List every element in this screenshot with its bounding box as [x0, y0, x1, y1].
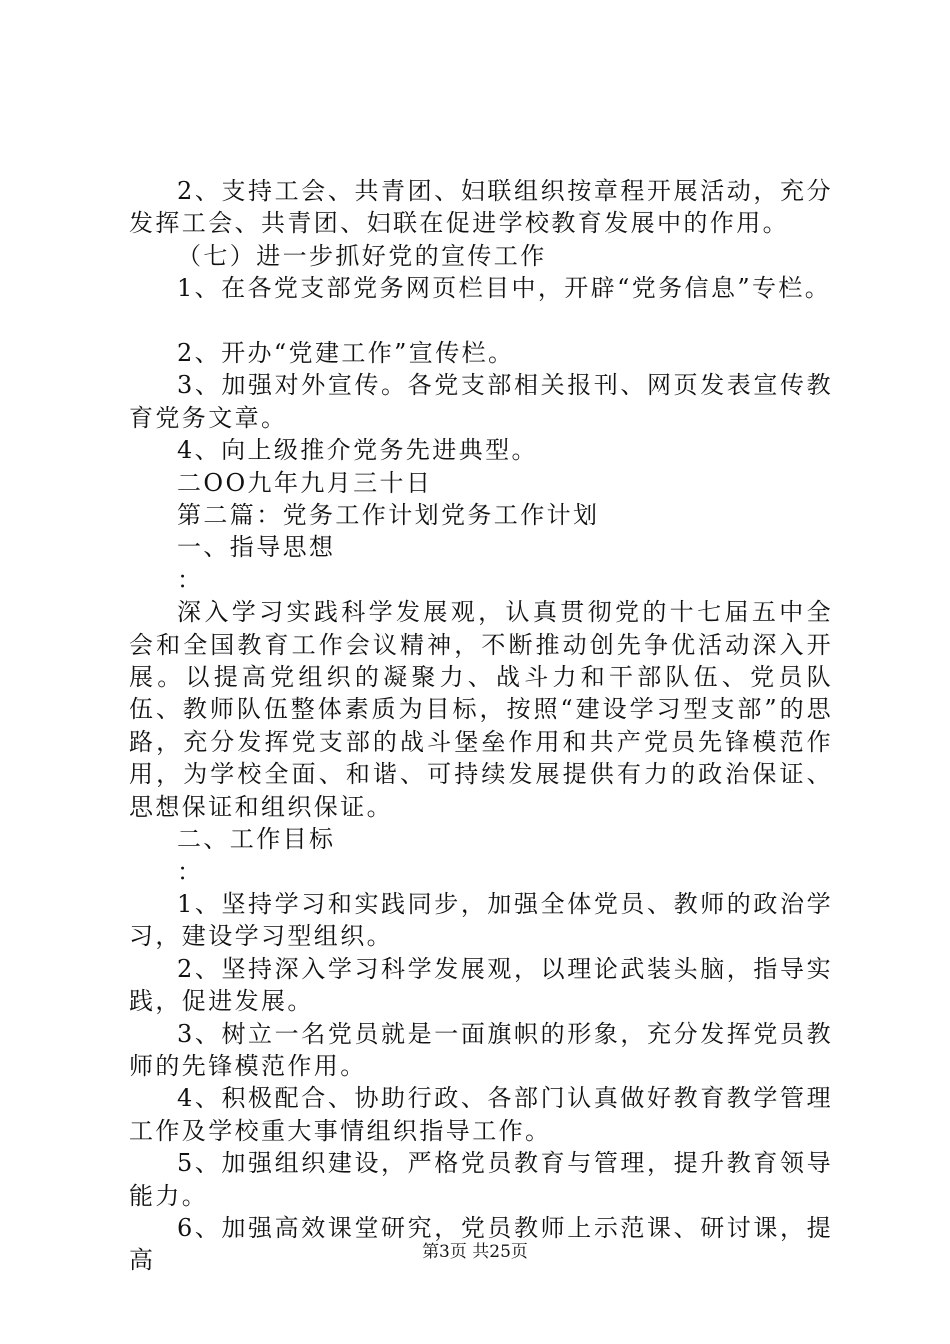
paragraph: 4、积极配合、协助行政、各部门认真做好教育教学管理工作及学校重大事情组织指导工作。 [129, 1084, 833, 1145]
paragraph: 3、加强对外宣传。各党支部相关报刊、网页发表宣传教育党务文章。 [129, 371, 833, 432]
paragraph: 6、加强高效课堂研究，党员教师上示范课、研讨课，提高 [129, 1213, 833, 1275]
paragraph: 2、支持工会、共青团、妇联组织按章程开展活动，充分发挥工会、共青团、妇联在促进学校教育发展中的作用。 [129, 177, 833, 238]
paragraph: 5、加强组织建设，严格党员教育与管理，提升教育领导能力。 [129, 1149, 833, 1210]
section-heading: 二、工作目标 [177, 825, 336, 854]
paragraph: 3、树立一名党员就是一面旗帜的形象，充分发挥党员教师的先锋模范作用。 [129, 1019, 833, 1080]
colon-line: ： [177, 857, 204, 886]
chapter-title: 第二篇：党务工作计划党务工作计划 [177, 501, 600, 530]
paragraph: 深入学习实践科学发展观，认真贯彻党的十七届五中全会和全国教育工作会议精神，不断推动创先争优活动深入开展。以提高党组织的凝聚力、战斗力和干部队伍、党员队伍、教师队伍整体素质为目标，按照“建设学习型支部”的思路，充分发挥党支部的战斗堡垒作用和共产党员先锋模范作用，为学校全面、和谐、可持续发展提供有力的政治保证、思想保证和组织保证。 [129, 598, 833, 821]
blank-line [129, 305, 833, 337]
document-body [129, 175, 833, 1277]
section-heading: 一、指导思想 [177, 533, 336, 562]
paragraph: 2、开办“党建工作”宣传栏。 [177, 339, 515, 368]
paragraph: 2、坚持深入学习科学发展观，以理论武装头脑，指导实践，促进发展。 [129, 954, 833, 1016]
section-heading: （七）进一步抓好党的宣传工作 [177, 241, 547, 270]
paragraph: 1、在各党支部党务网页栏目中，开辟“党务信息”专栏。 [177, 274, 832, 303]
paragraph: 1、坚持学习和实践同步，加强全体党员、教师的政治学习，建设学习型组织。 [129, 889, 833, 951]
date-line: 二OO九年九月三十日 [177, 468, 433, 497]
colon-line: ： [177, 565, 204, 594]
paragraph: 4、向上级推介党务先进典型。 [177, 436, 538, 465]
page-number-footer: 第3页 共25页 [422, 1242, 528, 1262]
